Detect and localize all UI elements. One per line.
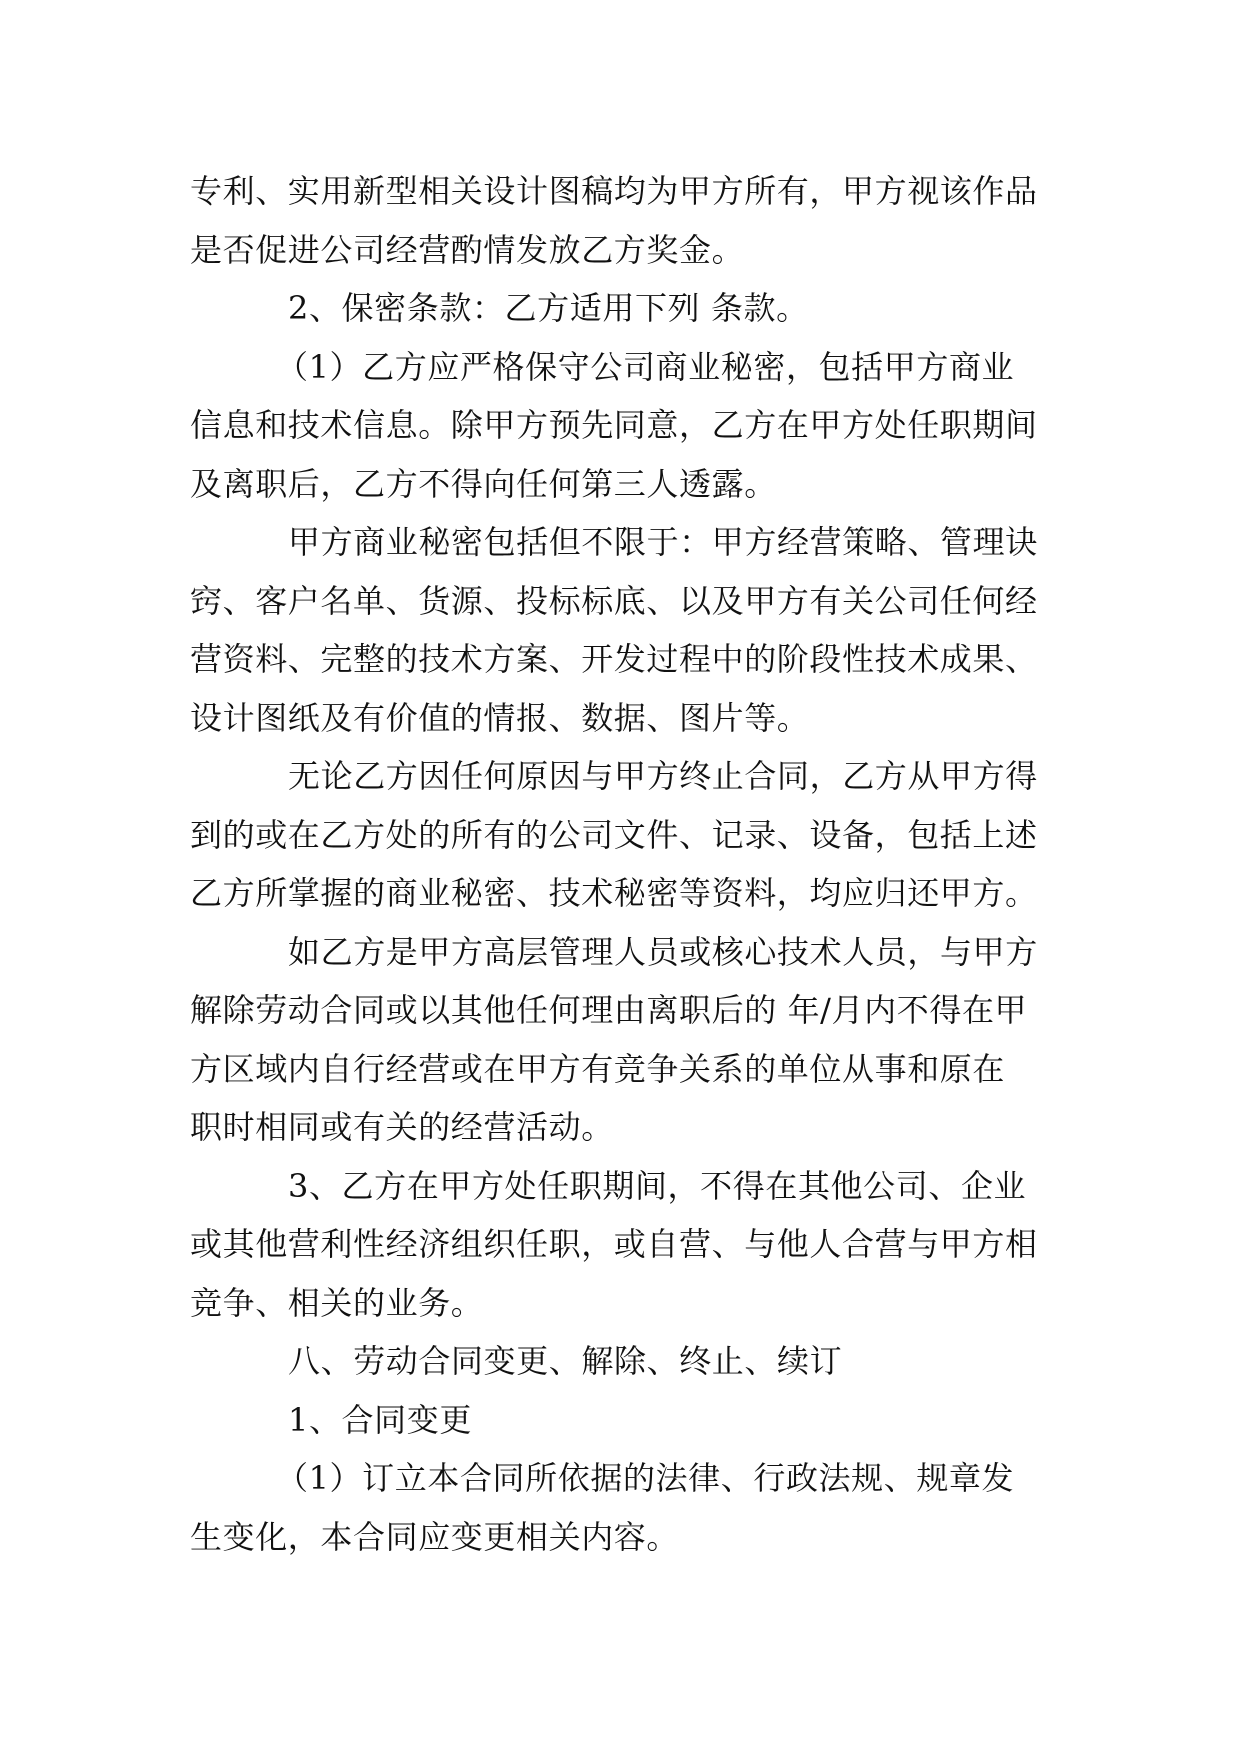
document-body: [190, 162, 1050, 1566]
clause-heading: 2、保密条款：乙方适用下列 条款。: [288, 289, 809, 327]
text-line: 职时相同或有关的经营活动。: [190, 1108, 614, 1146]
text-line: 信息和技术信息。除甲方预先同意，乙方在甲方处任职期间: [190, 406, 1038, 444]
text-line: 及离职后，乙方不得向任何第三人透露。: [190, 464, 777, 503]
text-line: 如乙方是甲方高层管理人员或核心技术人员，与甲方: [288, 932, 1038, 971]
clause-heading: 3、乙方在甲方处任职期间，不得在其他公司、企业: [288, 1166, 1027, 1205]
text-line: 无论乙方因任何原因与甲方终止合同，乙方从甲方得: [288, 757, 1038, 795]
text-line: 方区域内自行经营或在甲方有竞争关系的单位从事和原在: [190, 1049, 1006, 1088]
text-line: 专利、实用新型相关设计图稿均为甲方所有，甲方视该作品: [190, 172, 1038, 210]
text-line: 设计图纸及有价值的情报、数据、图片等。: [190, 698, 810, 737]
text-line: （1）订立本合同所依据的法律、行政法规、规章发: [276, 1459, 1015, 1497]
text-line: 窍、客户名单、货源、投标标底、以及甲方有关公司任何经: [190, 581, 1038, 620]
text-line: 生变化，本合同应变更相关内容。: [190, 1517, 680, 1556]
text-line: 甲方商业秘密包括但不限于：甲方经营策略、管理诀: [288, 523, 1038, 561]
text-line: 或其他营利性经济组织任职，或自营、与他人合营与甲方相: [190, 1225, 1038, 1263]
text-line: 竞争、相关的业务。: [190, 1283, 484, 1322]
text-line: 营资料、完整的技术方案、开发过程中的阶段性技术成果、: [190, 640, 1038, 678]
text-line: 是否促进公司经营酌情发放乙方奖金。: [190, 230, 745, 269]
text-line: 乙方所掌握的商业秘密、技术秘密等资料，均应归还甲方。: [190, 874, 1038, 912]
section-heading: 八、劳动合同变更、解除、终止、续订: [288, 1342, 843, 1380]
text-line: 到的或在乙方处的所有的公司文件、记录、设备，包括上述: [190, 815, 1038, 854]
text-line: 解除劳动合同或以其他任何理由离职后的 年/月内不得在甲: [190, 991, 1028, 1029]
clause-heading: 1、合同变更: [288, 1400, 472, 1439]
text-line: （1）乙方应严格保守公司商业秘密，包括甲方商业: [276, 347, 1015, 386]
